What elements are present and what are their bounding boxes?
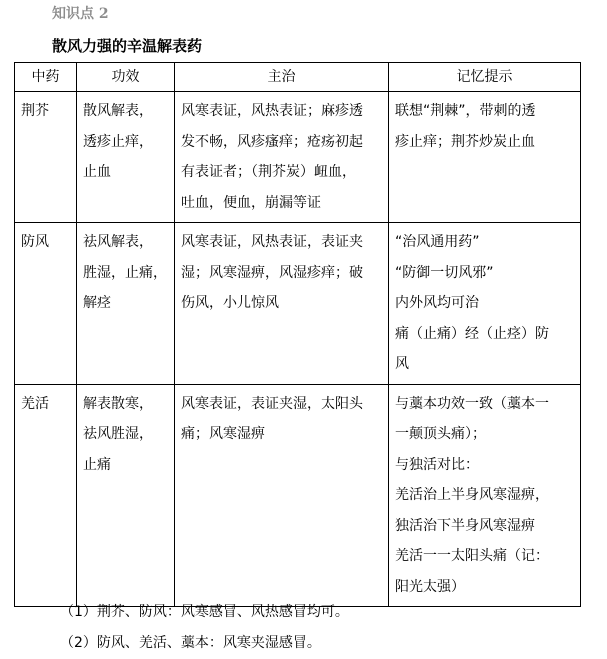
indication-line: 风寒表证，表证夹湿，太阳头: [181, 395, 363, 412]
memory-cell: [389, 223, 581, 385]
memory-line: 独活治下半身风寒湿痹: [395, 517, 535, 534]
indication-line: 湿；风寒湿痹，风湿疹痒；破: [181, 264, 363, 281]
herb-name: 荆芥: [21, 103, 49, 119]
effect-line: 祛风胜湿，: [83, 426, 153, 442]
effect-line: 透疹止痒，: [83, 133, 153, 150]
herb-name-cell: [15, 384, 77, 607]
memory-cell: [389, 384, 581, 607]
effect-cell: [77, 384, 175, 607]
table-header-row: [15, 63, 581, 92]
indication-line: 风寒表证，风热表证；麻疹透: [181, 103, 363, 119]
memory-cell: [389, 92, 581, 223]
effect-line: 解表散寒，: [83, 395, 153, 412]
memory-line: 疹止痒；荆芥炒炭止血: [395, 133, 535, 150]
indication-cell: [175, 92, 389, 223]
memory-line: “防御一切风邪”: [395, 264, 494, 281]
indication-line: 吐血，便血，崩漏等证: [181, 194, 321, 211]
memory-line: 联想“荆棘”，带刺的透: [395, 103, 536, 119]
herb-name: 羌活: [21, 395, 49, 412]
herb-name: 防风: [21, 234, 49, 250]
memory-line: 一颠顶头痛）；: [395, 426, 486, 442]
effect-cell: [77, 92, 175, 223]
indication-cell: [175, 223, 389, 385]
column-header-effect: 功效: [77, 63, 175, 92]
indication-line: 风寒表证，风热表证，表证夹: [181, 234, 363, 250]
indication-line: 痛；风寒湿痹: [181, 426, 265, 442]
memory-line: 羌活治上半身风寒湿痹，: [395, 487, 549, 503]
memory-line: 内外风均可治: [395, 295, 479, 311]
indication-line: 发不畅，风疹瘙痒；疮疡初起: [181, 133, 363, 150]
indication-cell: [175, 384, 389, 607]
footnote-1: （1）荆芥、防风：风寒感冒、风热感冒均可。: [60, 604, 349, 620]
effect-line: 止血: [83, 164, 111, 180]
footnotes: [60, 597, 349, 659]
memory-line: 与独活对比：: [395, 456, 479, 473]
table-row: [15, 92, 581, 223]
effect-line: 胜湿，止痛，: [83, 264, 167, 281]
effect-line: 散风解表，: [83, 103, 153, 119]
memory-line: 阳光太强）: [395, 578, 465, 595]
section-label: 知识点 2: [52, 6, 109, 22]
herb-name-cell: [15, 92, 77, 223]
herb-name-cell: [15, 223, 77, 385]
column-header-herb: 中药: [15, 63, 77, 92]
footnote-2: （2）防风、羌活、藁本：风寒夹湿感冒。: [60, 635, 321, 651]
memory-line: 风: [395, 356, 409, 372]
memory-line: 痛（止痛）经（止痉）防: [395, 325, 549, 342]
memory-line: 羌活一一太阳头痛（记：: [395, 548, 549, 564]
herb-table: [14, 62, 581, 607]
indication-line: 有表证者；（荆芥炭）衄血，: [181, 164, 356, 180]
effect-line: 解痉: [83, 295, 111, 311]
table-row: [15, 384, 581, 607]
effect-line: 祛风解表，: [83, 234, 153, 250]
table-row: [15, 223, 581, 385]
section-heading: 散风力强的辛温解表药: [52, 37, 203, 55]
memory-line: “治风通用药”: [395, 234, 480, 250]
column-header-memory: 记忆提示: [389, 63, 581, 92]
indication-line: 伤风，小儿惊风: [181, 295, 279, 311]
memory-line: 与藁本功效一致（藁本一: [395, 395, 549, 412]
column-header-indication: 主治: [175, 63, 389, 92]
effect-line: 止痛: [83, 456, 111, 473]
effect-cell: [77, 223, 175, 385]
